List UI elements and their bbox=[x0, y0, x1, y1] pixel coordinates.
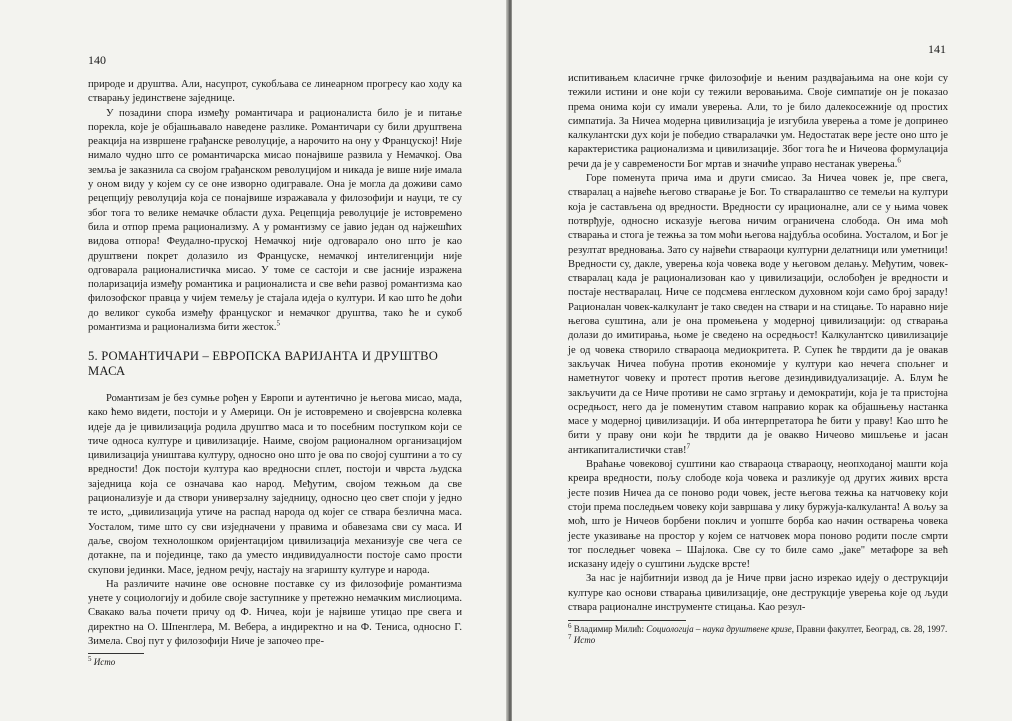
footnote bbox=[568, 624, 948, 635]
footnote bbox=[568, 635, 948, 646]
page-number: 140 bbox=[88, 53, 106, 67]
paragraph-text: Горе поменута прича има и други смисао. За Ничеа човек је, пре свега, стваралац а највеће његово стварање је Бог. То стваралаштво се темељи на култури која је састављена од вредности. Вредности су ирационалне, али се у њима човек потврђује, односно исказује његова ничим ограничена слобода. Он има моћ стварања и стога је тежња за том моћи његова најдубља особина. Уосталом, и Бог је резултат вредновања. Зато су највећи ствараоци културни делатници или уметници! Вредности су, дакле, уверења која човека воде у његовом делању. Међутим, човек-стваралац када је рационализован као у цивилизацији, ослобођен је вредности и постаје нестваралац. Ниче се подсмева енглеском духовном који само број зараду! Рационалан човек-калкулант је тако сведен на ствари и на стицање. То наравно није његова суштина, али је она промењена у модерној цивилизацији: од стварања долази до имитирања, њоме је сведено на осредњост! Калкулантско цивилизације је од човека створило ствараоца медиокритета. Р. Супек ће тврдити да је овакав закључак Ничеа побуна против економије у култури као нечега спољнег и наметнутог човеку и протест против његове дезиндивидуализације. А. Блум ће закључити да се Ниче противи не само згртању и демократији, која је та пристојна осредњост, него да је поменутим ставом направио корак ка објашњењу настанка масе у модерној цивилизацији. И оба интерпретатора ће бити у праву! Као што ће бити у праву они који ће тврдити да је овакво Ничеово мишљење и јасан антикапиталистички став! bbox=[568, 173, 948, 456]
paragraph: природе и друштва. Али, насупрот, сукобљава се линеарном прогресу као ходу ка стварању јединствене заједнице. bbox=[88, 79, 462, 105]
right-page bbox=[512, 0, 1012, 721]
footnote-text: Исто bbox=[93, 657, 116, 668]
right-page-body bbox=[568, 72, 948, 646]
footnote-author: Владимир Милић: bbox=[573, 624, 645, 635]
footnote-ref: 7 bbox=[686, 442, 691, 451]
paragraph: На различите начине ове основне поставке су из филозофије романтизма унете у социологију и добиле своје заступнике у претежно немачким мислиоцима. Свакако ваља почети причу од Ф. Ничеа, који је највише утицао пре свега и директно на О. Шпенглера, М. Вебера, а индиректно и на Ф. Тениса, односно Г. Зимела. Свој пут у филозофији Ниче је започео пре- bbox=[88, 578, 462, 647]
footnote-number: 6 bbox=[568, 622, 572, 631]
left-page-body bbox=[88, 78, 462, 668]
footnote-ref: 5 bbox=[276, 319, 281, 328]
paragraph: Романтизам је без сумње рођен у Европи и аутентично је његова мисао, мада, како ћемо видети, постоји и у Америци. Он је истовремено и својеврсна колевка идеје да је цивилизација родила друштво маса и то посебним поступком који се тиче односа културе и цивилизације. Наиме, својом рационалном организацијом цивилизација уништава културу, односно оно што је ова по својој суштини а то су вредности! Док постоји култура као вредносни сплет, постоји и чврста људска заједница која се означава као народ. Међутим, својом тежњом да све рационализује и да створи универзалну заједницу, односно цео свет споји у једно те исто, „цивилизација утиче на распад народа од којег се ствара безлична маса. Уосталом, тиме што су сви изједначени у правима и обавезама сви су маса. И даље, својом технолошком оријентацијом цивилизација механизује све чега се дотакне, па и појединце, тако да уместо индивидуалности постоје само прости скупови јединки. Масе, једном речју, настају на згаришту културе и народа. bbox=[88, 392, 462, 576]
section-heading: 5. РОМАНТИЧАРИ – ЕВРОПСКА ВАРИЈАНТА И ДРУШТВО МАСА bbox=[88, 349, 439, 378]
footnote-title: Социологија – наука друштвене кризе, bbox=[646, 624, 795, 635]
paragraph bbox=[88, 107, 462, 336]
footnote-ref: 6 bbox=[897, 156, 901, 165]
footnote-number: 5 bbox=[88, 655, 92, 664]
paragraph-text: У позадини спора између романтичара и рационалиста било је и питање порекла, које је објашњавало наведене разлике. Романтичари су били друштвена реакција на извршене грађанске револуције, а нарочито на ону у Француској! Није нимало чудно што се романтичарска мисао понајвише развила у Немачкој. Ова земља је заказнила са својом грађанском револуцијом и никада је више није имала у оном виду у којем су се оне изворно одигравале. Она је могла да доживи само рецепцију револуција која се понајвише изражавала у филозофији и науци, те су због тога то велике немачке области духа. Рецепција револуције је истовремено била и отпор према рационализму. А у романтизму се јавио један од најжешћих видова отпора! Феудално-пруској Немачкој није одговарало оно што је као друштвени покрет долазило из Француске, немачкој интелигенцији није одговарала рационалистичка мисао. У томе се састоји и све јасније изражена поларизација између романтика и рационалиста и све већи развој романтизма као филозофског правца у чијем темељу је стајала идеја о култури. И као што ће доћи до великог сукоба између француског и немачког друштва, тако ће и сукоб романтизма и рационализма бити жесток. bbox=[88, 107, 462, 334]
footnote-text: Исто bbox=[573, 635, 596, 646]
page-number: 141 bbox=[928, 42, 946, 56]
footnote bbox=[88, 657, 462, 668]
footnote-rule bbox=[88, 653, 144, 654]
paragraph-text: испитивањем класичне грчке филозофије и њеним раздвајањима на оне који су тежили истини и оне који су тежили веровањима. Своје симпатије он је показао према онима који су имали уверења. Али, то је било далекосежније од простих симпатија. За Ничеа модерна цивилизација је изгубила уверења а томе је допринео калкулантски дух који је победио стваралачки ум. Недостатак вере јесте оно што је карактеристика рационализма и цивилизације. Због тога ће и Ничеова формулација речи да је у савремености Бог мртав и значиће управо нестанак уверења. bbox=[568, 73, 948, 170]
paragraph: За нас је најбитнији извод да је Ниче први јасно изрекао идеју о деструкцији културе као основи стварања цивилизације, оне деструкције уверења које од људи ствара рационалне инструменте стицања. Као резул- bbox=[568, 573, 948, 613]
paragraph bbox=[568, 172, 948, 458]
paragraph: Враћање човековој суштини као ствараоца ствараоцу, неопходаној машти која креира вредности, пољу слободе која човека и разликује од других живих врста јесте позив Ничеа да се поново роди човек, јесте његова тежња ка натчовеку који стоји према последњем човеку који завршава у лику буржуја-калкуланта! А вољу за моћ, што је Ничеов борбени поклич и уопште борба као начин остварења човека јесте указивање на простор у којем се натчовек мора поново родити после смрти тог последњег човека – Шајлока. Све су то биле само „јаке" метафоре за већ исказану идеју о суштини људске врсте! bbox=[568, 459, 948, 571]
paragraph bbox=[568, 72, 948, 172]
footnote-number: 7 bbox=[568, 633, 572, 642]
footnote-rule bbox=[568, 620, 686, 621]
footnote-rest: Правни факултет, Београд, св. 28, 1997. bbox=[796, 624, 948, 635]
